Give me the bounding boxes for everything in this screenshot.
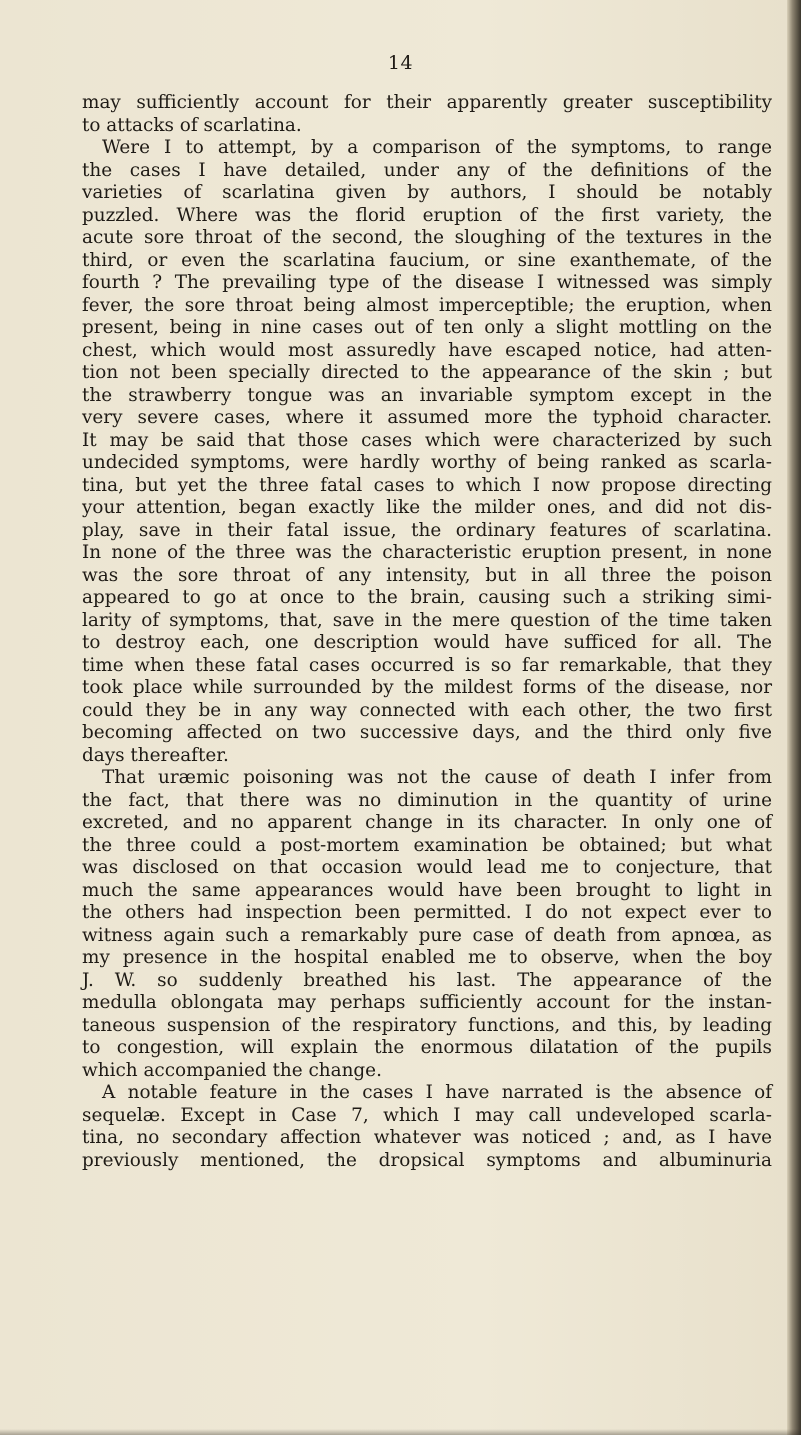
text-line: appeared to go at once to the brain, causing such a striking simi- <box>82 587 772 608</box>
text-line: much the same appearances would have been brought to light in <box>82 879 772 901</box>
text-line: larity of symptoms, that, save in the mere question of the time taken <box>82 609 772 631</box>
text-line: puzzled. Where was the florid eruption of the first variety, the <box>82 204 772 226</box>
text-line: took place while surrounded by the mildest forms of the disease, nor <box>82 677 772 698</box>
text-line: A notable feature in the cases I have narrated is the absence of <box>102 1082 772 1103</box>
text-line: present, being in nine cases out of ten only a slight mottling on the <box>82 317 772 338</box>
text-line: fever, the sore throat being almost imperceptible; the eruption, when <box>82 294 772 316</box>
text-line: the cases I have detailed, under any of the definitions of the <box>82 159 772 181</box>
text-line: taneous suspension of the respiratory functions, and this, by leading <box>82 1014 772 1036</box>
text-line: the fact, that there was no diminution in the quantity of urine <box>82 789 772 811</box>
text-line: the strawberry tongue was an invariable symptom except in the <box>82 384 772 406</box>
text-line: medulla oblongata may perhaps sufficiently account for the instan- <box>82 992 772 1013</box>
text-line: tina, but yet the three fatal cases to which I now propose directing <box>82 474 772 496</box>
text-line: which accompanied the change. <box>82 1059 382 1081</box>
text-line: excreted, and no apparent change in its character. In only one of <box>82 812 772 833</box>
text-line: sequelæ. Except in Case 7, which I may call undeveloped scarla- <box>82 1104 772 1126</box>
text-line: witness again such a remarkably pure case of death from apnœa, as <box>82 924 772 946</box>
text-line: fourth ? The prevailing type of the disease I witnessed was simply <box>82 272 772 293</box>
text-line: tion not been specially directed to the appearance of the skin ; but <box>82 362 772 383</box>
text-line: becoming affected on two successive days, and the third only five <box>82 722 772 743</box>
text-line: play, save in their fatal issue, the ordinary features of scarlatina. <box>82 519 772 541</box>
text-line: Were I to attempt, by a comparison of the symptoms, to range <box>102 137 772 158</box>
text-line: It may be said that those cases which were characterized by such <box>82 429 772 451</box>
text-line: may sufficiently account for their apparently greater susceptibility <box>82 92 772 113</box>
text-line: was disclosed on that occasion would lead me to conjecture, that <box>82 857 772 878</box>
text-line: was the sore throat of any intensity, but in all three the poison <box>82 564 772 586</box>
text-line: In none of the three was the characteristic eruption present, in none <box>82 542 772 563</box>
text-line: That uræmic poisoning was not the cause of death I infer from <box>102 767 772 788</box>
text-line: undecided symptoms, were hardly worthy of being ranked as scarla- <box>82 452 772 473</box>
text-line: to destroy each, one description would have sufficed for all. The <box>82 632 772 653</box>
page-edge-shadow <box>787 0 801 1435</box>
text-line: to attacks of scarlatina. <box>82 114 302 136</box>
text-line: very severe cases, where it assumed more the typhoid character. <box>82 407 772 428</box>
text-line: the others had inspection been permitted. I do not expect ever to <box>82 902 772 923</box>
text-line: your attention, began exactly like the milder ones, and did not dis- <box>82 497 772 518</box>
text-line: varieties of scarlatina given by authors, I should be notably <box>82 182 772 203</box>
body-text <box>82 92 772 1172</box>
text-line: chest, which would most assuredly have escaped notice, had atten- <box>82 339 772 361</box>
text-line: acute sore throat of the second, the sloughing of the textures in the <box>82 227 772 248</box>
text-line: previously mentioned, the dropsical symptoms and albuminuria <box>82 1149 772 1171</box>
page-bottom-shadow <box>0 1429 801 1435</box>
text-line: could they be in any way connected with each other, the two first <box>82 699 772 721</box>
text-line: to congestion, will explain the enormous dilatation of the pupils <box>82 1037 772 1058</box>
text-line: third, or even the scarlatina faucium, or sine exanthemate, of the <box>82 249 772 271</box>
text-line: tina, no secondary affection whatever was noticed ; and, as I have <box>82 1127 772 1148</box>
text-line: J. W. so suddenly breathed his last. The appearance of the <box>82 969 772 991</box>
page-number: 14 <box>387 52 414 74</box>
text-line: the three could a post-mortem examination be obtained; but what <box>82 834 772 856</box>
text-line: days thereafter. <box>82 744 229 766</box>
text-line: my presence in the hospital enabled me to observe, when the boy <box>82 947 772 968</box>
text-line: time when these fatal cases occurred is so far remarkable, that they <box>82 654 772 676</box>
